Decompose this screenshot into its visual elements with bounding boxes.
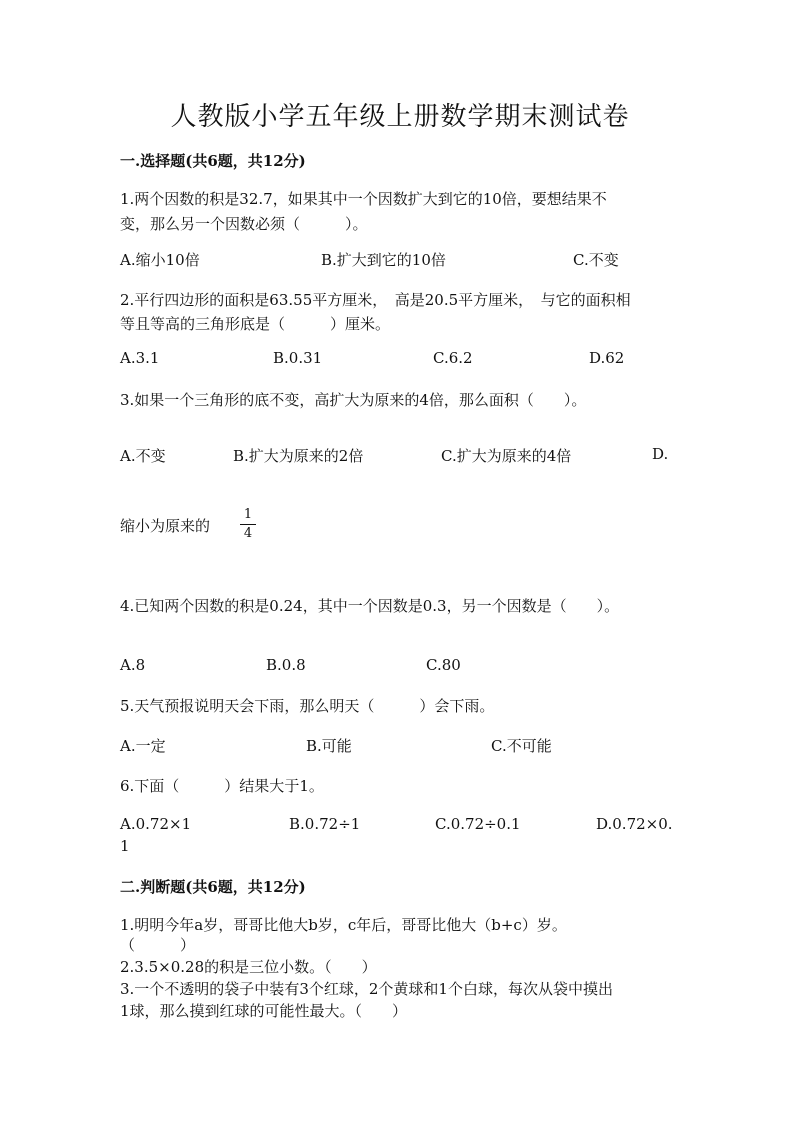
page-title: 人教版小学五年级上册数学期末测试卷 [170,102,630,132]
option-b: B.扩大为原来的2倍 [233,447,364,465]
question-text: 变，那么另一个因数必须（ ）。 [120,215,368,233]
question-text: 3.一个不透明的袋子中装有3个红球，2个黄球和1个白球，每次从袋中摸出 [120,980,613,998]
option-c: C.不可能 [491,737,552,755]
fraction-denominator: 4 [243,526,253,541]
question-text: 2.3.5×0.28的积是三位小数。（ ） [120,958,377,976]
option-c: C.扩大为原来的4倍 [441,447,572,465]
question-text: 1.明明今年a岁，哥哥比他大b岁，c年后，哥哥比他大（b+c）岁。 [120,916,567,934]
fraction-numerator: 1 [243,507,253,522]
option-d-continued: 缩小为原来的 [120,517,211,535]
option-c: C.6.2 [433,349,473,367]
fraction-bar [240,524,256,525]
option-c: C.0.72÷0.1 [435,815,521,833]
option-d: D. [652,445,669,463]
option-a: A.3.1 [120,349,160,367]
option-a: A.8 [120,656,146,674]
option-b: B.0.72÷1 [289,815,361,833]
option-a: A.缩小10倍 [120,251,200,269]
question-text: 等且等高的三角形底是（ ）厘米。 [120,315,391,333]
option-d: D.62 [589,349,625,367]
option-a: A.一定 [120,737,166,755]
question-text: 6.下面（ ）结果大于1。 [120,777,324,795]
option-c: C.不变 [573,251,619,269]
question-text: 3.如果一个三角形的底不变，高扩大为原来的4倍，那么面积（ ）。 [120,391,587,409]
option-b: B.0.8 [266,656,306,674]
option-a: A.0.72×1 [120,815,192,833]
option-d-continued: 1 [120,837,130,855]
question-text: 2.平行四边形的面积是63.55平方厘米， 高是20.5平方厘米， 与它的面积相 [120,291,631,309]
section-heading: 一.选择题(共6题，共12分) [120,152,306,170]
option-b: B.可能 [306,737,352,755]
option-b: B.扩大到它的10倍 [321,251,446,269]
question-text: 4.已知两个因数的积是0.24，其中一个因数是0.3，另一个因数是（ ）。 [120,597,620,615]
question-text: （ ） [120,936,196,954]
option-c: C.80 [426,656,461,674]
option-a: A.不变 [120,447,166,465]
section-heading: 二.判断题(共6题，共12分) [120,878,306,896]
option-b: B.0.31 [273,349,323,367]
question-text: 1.两个因数的积是32.7，如果其中一个因数扩大到它的10倍，要想结果不 [120,190,607,208]
fraction-one-quarter [240,508,256,541]
question-text: 1球，那么摸到红球的可能性最大。（ ） [120,1002,408,1020]
option-d: D.0.72×0. [596,815,673,833]
question-text: 5.天气预报说明天会下雨，那么明天（ ）会下雨。 [120,697,495,715]
